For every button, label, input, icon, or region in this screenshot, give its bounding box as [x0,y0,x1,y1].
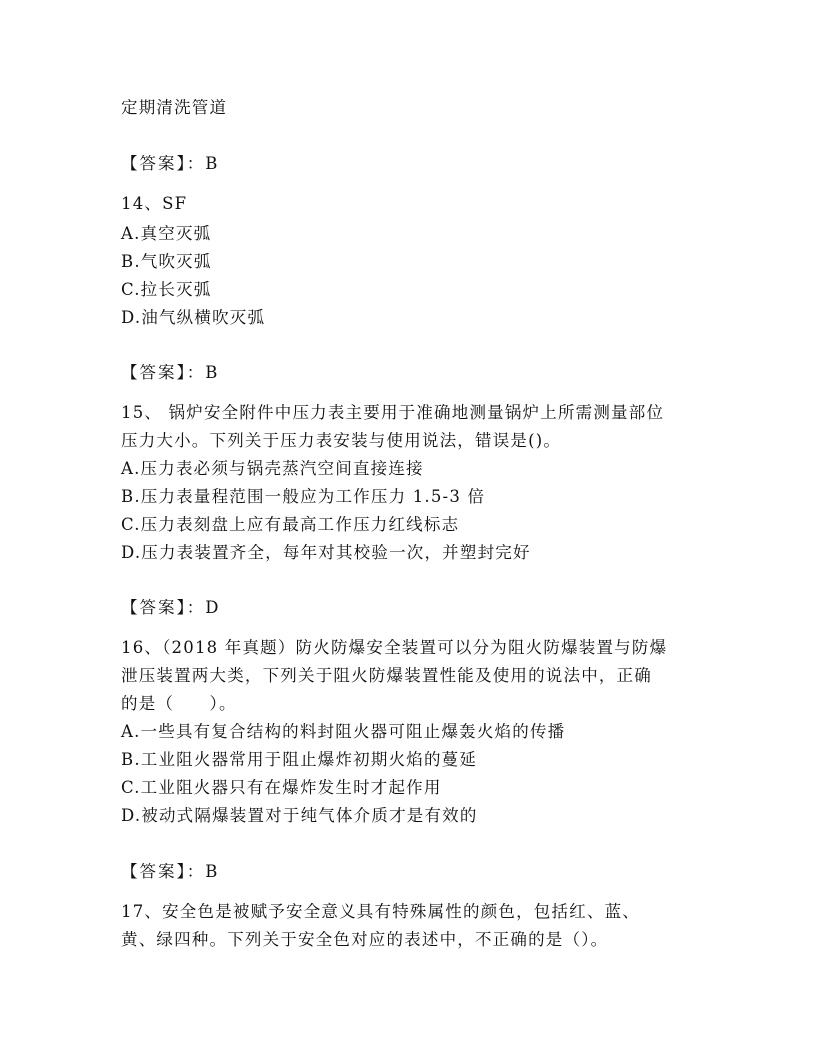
q15-option-a: A.压力表必须与锅壳蒸汽空间直接连接 [121,459,424,478]
q15-option-c: C.压力表刻盘上应有最高工作压力红线标志 [121,515,460,534]
q13-answer: 【答案】：B [121,154,220,173]
previous-question-fragment: 定期清洗管道 [121,98,228,117]
q14-answer: 【答案】：B [121,363,220,382]
q16-option-d: D.被动式隔爆装置对于纯气体介质才是有效的 [121,806,478,825]
q15-answer: 【答案】：D [121,598,221,617]
q15-option-d: D.压力表装置齐全，每年对其校验一次，并塑封完好 [121,543,531,562]
q15-stem-line-1: 15、 锅炉安全附件中压力表主要用于准确地测量锅炉上所需测量部位 [121,403,665,422]
q16-stem-line-3: 的是（ ）。 [121,694,237,713]
q16-option-b: B.工业阻火器常用于阻止爆炸初期火焰的蔓延 [121,750,478,769]
q14-option-a: A.真空灭弧 [121,224,212,243]
q16-stem-line-1: 16、（2018 年真题）防火防爆安全装置可以分为阻火防爆装置与防爆 [121,638,668,657]
q16-stem-line-2: 泄压装置两大类，下列关于阻火防爆装置性能及使用的说法中，正确 [121,666,652,685]
q15-option-b: B.压力表量程范围一般应为工作压力 1.5-3 倍 [121,487,486,506]
q15-stem-line-2: 压力大小。下列关于压力表安装与使用说法，错误是()。 [121,431,562,450]
q14-option-b: B.气吹灭弧 [121,252,212,271]
q16-answer: 【答案】：B [121,862,220,881]
q17-stem-line-2: 黄、绿四种。下列关于安全色对应的表述中，不正确的是（）。 [121,930,609,949]
q14-option-d: D.油气纵横吹灭弧 [121,308,266,327]
q16-option-a: A.一些具有复合结构的料封阻火器可阻止爆轰火焰的传播 [121,722,566,741]
q17-stem-line-1: 17、安全色是被赋予安全意义具有特殊属性的颜色，包括红、蓝、 [121,902,640,921]
q14-option-c: C.拉长灭弧 [121,280,212,299]
q14-stem: 14、SF [121,194,188,213]
q16-option-c: C.工业阻火器只有在爆炸发生时才起作用 [121,778,442,797]
